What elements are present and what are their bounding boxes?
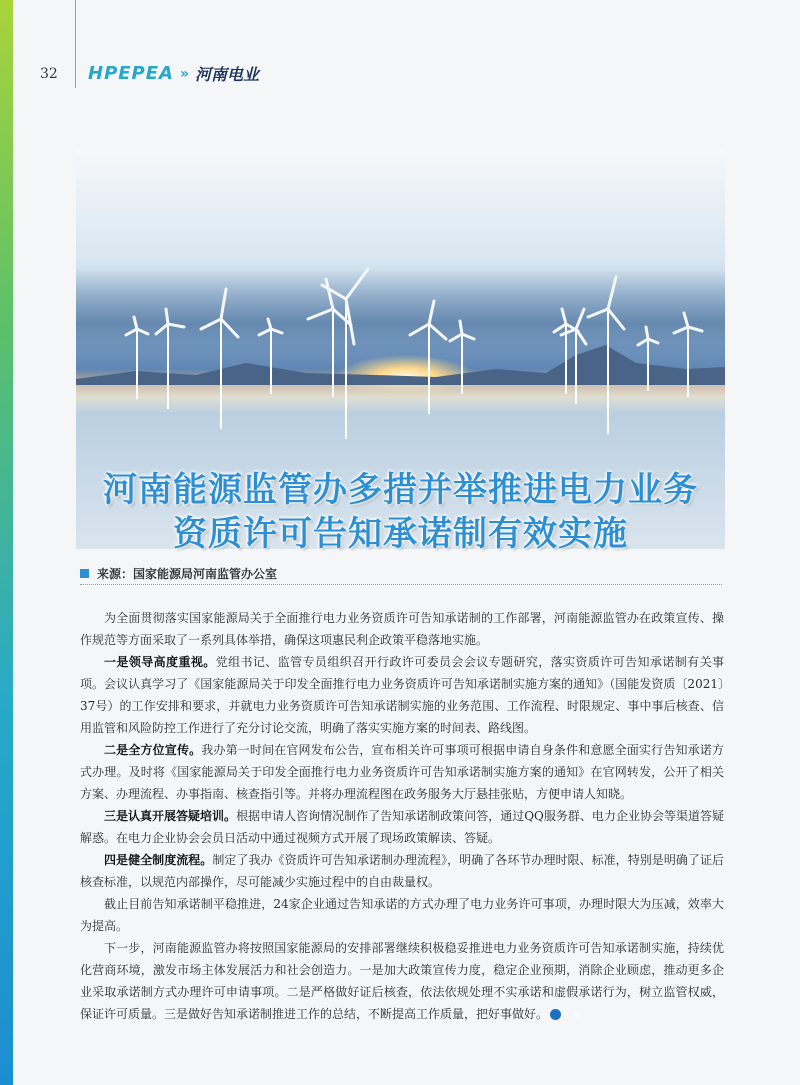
source-text: 来源：国家能源局河南监管办公室 [97, 567, 278, 581]
article-source [80, 565, 277, 582]
article-body [80, 607, 724, 1025]
page-number: 32 [40, 66, 58, 82]
paragraph [80, 651, 724, 739]
side-color-stripe [0, 0, 13, 1085]
paragraph-lead: 四是健全制度流程。 [104, 853, 213, 867]
article-title [76, 468, 725, 556]
paragraph-lead: 三是认真开展答疑培训。 [104, 809, 237, 823]
article-title-line-1: 河南能源监管办多措并举推进电力业务 [103, 470, 698, 510]
chevron-right-icon: » [179, 65, 190, 82]
magazine-brand [88, 62, 259, 85]
paragraph [80, 937, 724, 1025]
paragraph-lead: 二是全方位宣传。 [104, 743, 202, 757]
header-divider [75, 0, 76, 88]
paragraph-text: 为全面贯彻落实国家能源局关于全面推行电力业务资质许可告知承诺制的工作部署，河南能源监管办在政策宣传、操作规范等方面采取了一系列具体举措，确保这项惠民利企政策平稳落地实施。 [80, 611, 724, 647]
paragraph-lead: 一是领导高度重视。 [104, 655, 216, 669]
paragraph [80, 805, 724, 849]
paragraph [80, 739, 724, 805]
paragraph [80, 849, 724, 893]
paragraph-text: 截止目前告知承诺制平稳推进，24家企业通过告知承诺的方式办理了电力业务许可事项，办理时限大为压减，效率大为提高。 [80, 897, 724, 933]
paragraph-text: 党组书记、监管专员组织召开行政许可委员会会议专题研究，落实资质许可告知承诺制有关事项。会议认真学习了《国家能源局关于印发全面推行电力业务资质许可告知承诺制实施方案的通知》（国能发资质〔2021〕37号）的工作安排和要求，并就电力业务资质许可告知承诺制实施的业务范围、工作流程、时限规定、事中事后核查、信用监管和风险防控工作进行了充分讨论交流，明确了落实实施方案的时间表、路线图。 [80, 655, 724, 735]
brand-logo: HPEPEA [88, 63, 174, 84]
magazine-name: 河南电业 [195, 65, 260, 84]
paragraph-text: 我办第一时间在官网发布公告，宣布相关许可事项可根据申请自身条件和意愿全面实行告知承诺方式办理。及时将《国家能源局关于印发全面推行电力业务资质许可告知承诺制实施方案的通知》在官网转发，公开了相关方案、办理流程、办事指南、核查指引等。并将办理流程图在政务服务大厅悬挂张贴，方便申请人知晓。 [80, 743, 724, 801]
source-divider [80, 584, 722, 585]
paragraph-text: 下一步，河南能源监管办将按照国家能源局的安排部署继续积极稳妥推进电力业务资质许可告知承诺制实施，持续优化营商环境，激发市场主体发展活力和社会创造力。一是加大政策宣传力度，稳定企业预期，消除企业顾虑，推动更多企业采取承诺制方式办理许可申请事项。二是严格做好证后核查，依法依规处理不实承诺和虚假承诺行为，树立监管权威，保证许可质量。三是做好告知承诺制推进工作的总结，不断提高工作质量，把好事做好。 [80, 941, 724, 1021]
paragraph [80, 607, 724, 651]
article-title-line-2: 资质许可告知承诺制有效实施 [173, 514, 628, 554]
square-bullet-icon [80, 569, 89, 578]
end-of-article-icon: © [550, 1009, 561, 1020]
paragraph-text: 根据申请人咨询情况制作了告知承诺制政策问答，通过QQ服务群、电力企业协会等渠道答疑解惑。在电力企业协会会员日活动中通过视频方式开展了现场政策解读、答疑。 [80, 809, 724, 845]
paragraph-text: 制定了我办《资质许可告知承诺制办理流程》，明确了各环节办理时限、标准，特别是明确了证后核查标准，以规范内部操作，尽可能减少实施过程中的自由裁量权。 [80, 853, 724, 889]
paragraph [80, 893, 724, 937]
